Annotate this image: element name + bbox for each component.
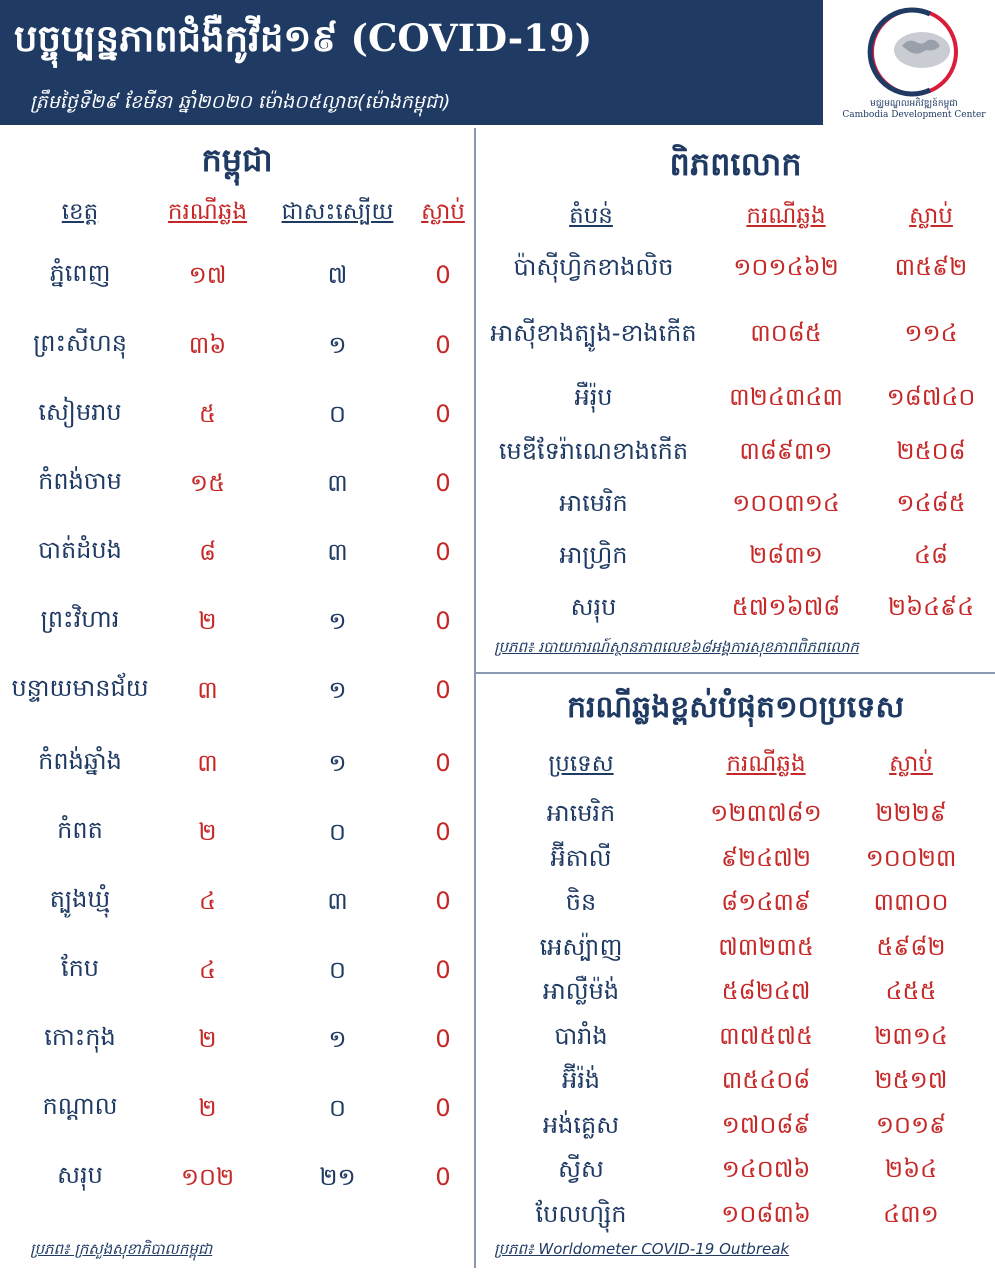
province-recovered: ០ xyxy=(329,1094,346,1122)
country-cases: ៣៥៤០៨ xyxy=(721,1066,811,1094)
page-title: បច្ចុប្បន្នភាពជំងឺកូវីដ១៩ (COVID-19) xyxy=(14,16,593,60)
country-name: បែលហ្ស៊ិក xyxy=(535,1199,627,1228)
cambodia-row xyxy=(0,1093,474,1153)
province-cases: ១៥ xyxy=(189,469,226,497)
col-header-recovered: ជាសះស្បើយ xyxy=(281,199,394,225)
region-cases: ៣០៨៥ xyxy=(750,319,822,347)
region-name: សរុប xyxy=(570,593,617,621)
province-recovered: ១ xyxy=(328,676,347,704)
country-cases: ១៤០៧៦ xyxy=(721,1155,811,1183)
province-cases: ៣៦ xyxy=(188,331,227,359)
region-name: អាស៊ីខាងត្បូង-ខាងកើត xyxy=(490,319,697,347)
logo-caption-en: Cambodia Development Center xyxy=(842,110,986,120)
cambodia-row xyxy=(0,1024,474,1084)
province-recovered: ២១ xyxy=(319,1163,356,1191)
province-deaths: 0 xyxy=(435,1163,451,1191)
province-deaths: 0 xyxy=(435,607,451,635)
province-deaths: 0 xyxy=(435,469,451,497)
cambodia-source: ប្រភព៖ ក្រសួងសុខាភិបាលកម្ពុជា xyxy=(30,1240,213,1258)
world-row xyxy=(476,382,995,442)
province-cases: ៨ xyxy=(199,538,216,566)
province-deaths: 0 xyxy=(435,261,451,289)
region-deaths: ៤៨ xyxy=(914,541,948,569)
region-cases: ៥៧១៦៧៨ xyxy=(731,593,841,621)
province-name: បាត់ដំបង xyxy=(38,536,122,564)
cambodia-row xyxy=(0,886,474,946)
top10-title: ករណីឆ្លងខ្ពស់បំផុត១០ប្រទេស xyxy=(566,690,905,725)
country-cases: ៥៨២៤៧ xyxy=(721,977,811,1005)
page-subtitle: ត្រឹមថ្ងៃទី២៩ ខែមីនា ឆ្នាំ២០២០ ម៉ោង០៥ល្ងាច(ម៉ោងកម្ពុជា) xyxy=(30,91,451,113)
province-recovered: ១ xyxy=(328,331,347,359)
province-cases: ៣ xyxy=(197,749,218,777)
province-recovered: ៣ xyxy=(327,538,348,566)
col-header-region: តំបន់ xyxy=(569,203,613,229)
province-deaths: 0 xyxy=(435,331,451,359)
top10-panel xyxy=(476,674,995,1280)
country-name: អាល្លឺម៉ង់ xyxy=(542,977,620,1005)
cambodia-row xyxy=(0,330,474,390)
region-deaths: ២៦៤៩៤ xyxy=(887,593,975,621)
cambodia-row xyxy=(0,955,474,1015)
col-header-top10-cases: ករណីឆ្លង xyxy=(726,751,806,777)
province-name: ព្រះសីហនុ xyxy=(33,329,127,357)
country-cases: ៨១៤៣៩ xyxy=(721,888,811,916)
cambodia-row xyxy=(0,1162,474,1222)
country-name: អ៊ីតាលី xyxy=(550,843,612,872)
province-cases: ២ xyxy=(198,607,217,635)
country-name: បារាំង xyxy=(554,1021,608,1050)
province-name: កោះកុង xyxy=(44,1023,116,1051)
country-deaths: ៥៩៨២ xyxy=(876,932,946,961)
province-name: ត្បូងឃ្មុំ xyxy=(49,885,111,913)
country-cases: ១២៣៧៨១ xyxy=(710,799,822,827)
col-header-top10-deaths: ស្លាប់ xyxy=(889,751,933,777)
province-deaths: 0 xyxy=(435,676,451,704)
col-header-province: ខេត្ត xyxy=(61,199,99,225)
country-deaths: ៤៥៥ xyxy=(885,977,937,1005)
province-deaths: 0 xyxy=(435,538,451,566)
country-deaths: ៤៣១ xyxy=(883,1199,939,1228)
world-row xyxy=(476,540,995,600)
col-header-world-cases: ករណីឆ្លង xyxy=(746,203,826,229)
province-name: សៀមរាប xyxy=(38,398,122,426)
region-cases: ១០០៣១៤ xyxy=(732,489,840,517)
province-deaths: 0 xyxy=(435,400,451,428)
province-deaths: 0 xyxy=(435,1025,451,1053)
region-deaths: ១១៤ xyxy=(904,319,958,347)
province-recovered: ០ xyxy=(329,400,346,428)
col-header-country: ប្រទេស xyxy=(548,751,614,777)
globe-logo-icon xyxy=(840,6,988,98)
province-name: កែប xyxy=(60,954,100,982)
province-name: សរុប xyxy=(57,1161,103,1189)
cambodia-row xyxy=(0,399,474,459)
country-name: ស្វីស xyxy=(558,1155,604,1183)
cambodia-row xyxy=(0,468,474,528)
world-row xyxy=(476,488,995,548)
province-name: កណ្ដាល xyxy=(42,1092,118,1120)
province-recovered: ៣ xyxy=(327,887,348,915)
region-cases: ៣៨៩៣១ xyxy=(739,437,833,465)
country-deaths: ១០០២៣ xyxy=(865,843,957,872)
region-deaths: ១៨៧៤០ xyxy=(886,383,976,411)
province-deaths: 0 xyxy=(435,749,451,777)
province-recovered: ១ xyxy=(328,607,347,635)
cambodia-row xyxy=(0,675,474,735)
province-deaths: 0 xyxy=(435,1094,451,1122)
province-deaths: 0 xyxy=(435,956,451,984)
country-deaths: ២៥១៧ xyxy=(874,1066,948,1094)
country-name: អេស្ប៉ាញ xyxy=(539,932,623,961)
province-recovered: ៣ xyxy=(327,469,348,497)
province-cases: ៤ xyxy=(199,956,216,984)
cambodia-panel xyxy=(0,130,474,1280)
country-name: ចិន xyxy=(565,888,597,916)
world-source: ប្រភព៖ របាយការណ៍ស្ថានភាពលេខ៦៨អង្គការសុខភាពពិភពលោក xyxy=(494,638,859,656)
province-recovered: ១ xyxy=(328,1025,347,1053)
cambodia-row xyxy=(0,817,474,877)
country-deaths: ២៦៤ xyxy=(884,1155,938,1183)
province-name: បន្ទាយមានជ័យ xyxy=(11,674,149,702)
country-cases: ៩២៤៧២ xyxy=(721,843,811,872)
province-name: ព្រះវិហារ xyxy=(40,605,120,633)
region-cases: ៣២៤៣៤៣ xyxy=(729,383,843,411)
province-name: កំពង់ចាម xyxy=(38,467,122,495)
region-name: អឺរ៉ុប xyxy=(574,383,613,411)
cambodia-row xyxy=(0,260,474,320)
col-header-deaths: ស្លាប់ xyxy=(421,199,465,225)
header-banner xyxy=(0,0,823,125)
top10-source: ប្រភព៖ Worldometer COVID-19 Outbreak xyxy=(494,1240,790,1258)
region-cases: ១០១៤៦២ xyxy=(733,253,839,281)
province-cases: ១៧ xyxy=(188,261,227,289)
province-name: កំពត xyxy=(57,816,103,844)
country-name: អង់គ្លេស xyxy=(542,1110,620,1139)
province-recovered: ០ xyxy=(329,818,346,846)
province-recovered: ០ xyxy=(329,956,346,984)
country-name: អាមេរិក xyxy=(546,799,616,827)
province-name: កំពង់ឆ្នាំង xyxy=(38,747,122,775)
country-deaths: ២៣១៤ xyxy=(874,1021,948,1050)
province-recovered: ១ xyxy=(328,749,347,777)
country-name: អ៊ីរ៉ង់ xyxy=(561,1066,601,1094)
country-cases: ៧៣២៣៥ xyxy=(718,932,814,961)
province-deaths: 0 xyxy=(435,887,451,915)
region-deaths: ៣៥៩២ xyxy=(894,253,968,281)
province-recovered: ៧ xyxy=(327,261,348,289)
province-deaths: 0 xyxy=(435,818,451,846)
region-name: អាហ្វ្រិក xyxy=(559,541,628,569)
country-deaths: ១០១៩ xyxy=(875,1110,947,1139)
province-cases: ២ xyxy=(198,818,217,846)
province-cases: ២ xyxy=(198,1094,217,1122)
world-row xyxy=(476,436,995,496)
region-name: ប៉ាស៊ីហ្វិកខាងលិច xyxy=(513,253,674,281)
world-row xyxy=(476,252,995,312)
province-cases: ៤ xyxy=(199,887,216,915)
province-name: ភ្នំពេញ xyxy=(49,259,111,287)
region-name: មេឌីទែរ៉ាណេខាងកើត xyxy=(498,437,689,465)
province-cases: ២ xyxy=(198,1025,217,1053)
world-panel xyxy=(476,130,995,672)
col-header-world-deaths: ស្លាប់ xyxy=(909,203,953,229)
cdc-logo xyxy=(840,6,988,122)
cambodia-row xyxy=(0,748,474,808)
province-cases: ៣ xyxy=(197,676,218,704)
region-deaths: ២៥០៨ xyxy=(896,437,966,465)
cambodia-row xyxy=(0,606,474,666)
region-deaths: ១៤៨៥ xyxy=(896,489,966,517)
country-deaths: ២២២៩ xyxy=(875,799,947,827)
region-cases: ២៨៣១ xyxy=(749,541,823,569)
province-cases: ៥ xyxy=(199,400,216,428)
world-row xyxy=(476,318,995,378)
country-deaths: ៣៣០០ xyxy=(873,888,949,916)
country-cases: ១៧០៨៩ xyxy=(721,1110,811,1139)
world-title: ពិភពលោក xyxy=(669,145,802,183)
logo-caption-kh: មជ្ឈមណ្ឌលអភិវឌ្ឍន៍កម្ពុជា xyxy=(870,99,958,109)
cambodia-row xyxy=(0,537,474,597)
region-name: អាមេរិក xyxy=(559,489,628,517)
province-cases: ១០២ xyxy=(180,1163,235,1191)
cambodia-title: កម្ពុជា xyxy=(201,141,273,179)
country-cases: ៣៧៥៧៥ xyxy=(719,1021,813,1050)
country-cases: ១០៨៣៦ xyxy=(721,1199,811,1228)
col-header-cases: ករណីឆ្លង xyxy=(167,199,248,225)
